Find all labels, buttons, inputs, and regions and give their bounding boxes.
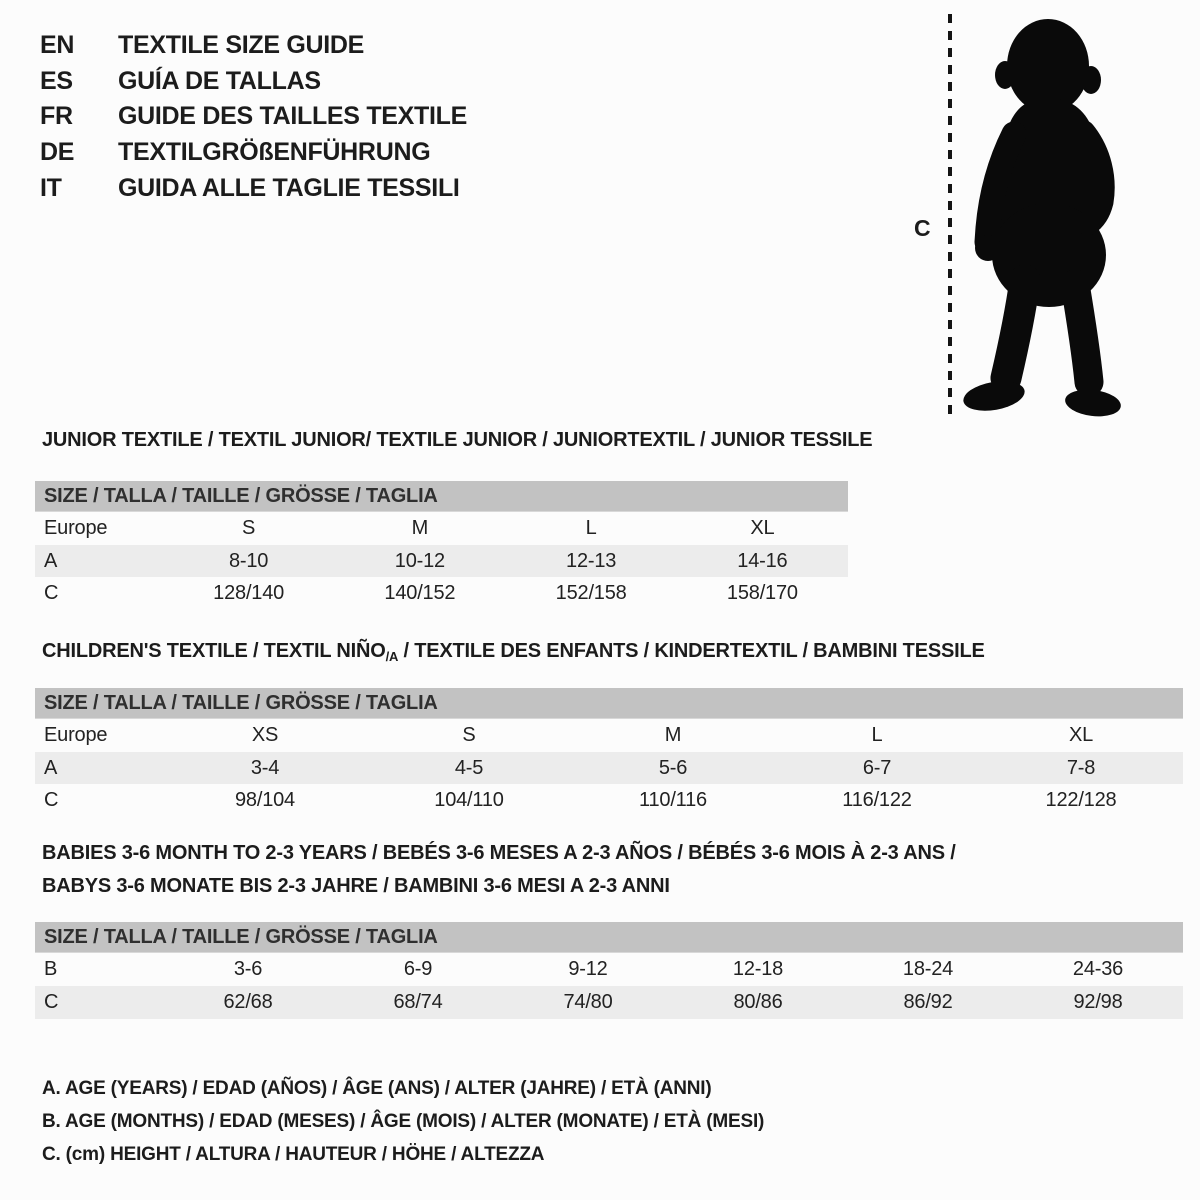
size-cell: XL: [750, 517, 775, 539]
value-cell: 6-9: [403, 958, 433, 980]
value-cell: 5-6: [658, 756, 688, 779]
size-cell: M: [664, 724, 682, 746]
value-cell: 10-12: [394, 549, 445, 572]
table-row-europe: [35, 512, 848, 545]
size-table-junior: [35, 481, 848, 610]
value-cell: 68/74: [393, 991, 443, 1013]
guide-title-fr: GUIDE DES TAILLES TEXTILE: [118, 102, 468, 131]
value-cell: 24-36: [1072, 958, 1124, 980]
table-row-europe: [35, 719, 1183, 752]
value-cell: 8-10: [229, 549, 269, 572]
row-label-europe: Europe: [44, 724, 108, 746]
section-title-children: [42, 640, 985, 664]
children-title-sub: /A: [385, 649, 399, 664]
row-label-b: B: [44, 958, 58, 980]
language-code: FR: [40, 102, 73, 131]
value-cell: 86/92: [903, 991, 953, 1013]
guide-title-es: GUÍA DE TALLAS: [118, 66, 321, 95]
guide-title-it: GUIDA ALLE TAGLIE TESSILI: [118, 173, 460, 202]
size-cell: XS: [251, 724, 279, 746]
height-label-c: C: [914, 215, 931, 241]
value-cell: 3-6: [233, 958, 263, 980]
size-table-babies: [35, 922, 1183, 1019]
row-label-a: A: [44, 756, 58, 779]
table-row-height: [35, 577, 848, 610]
value-cell: 110/116: [639, 789, 707, 811]
children-title-before: CHILDREN'S TEXTILE / TEXTIL NIÑO: [42, 640, 386, 662]
value-cell: 140/152: [384, 582, 456, 604]
row-label-c: C: [44, 582, 59, 604]
size-cell: XL: [1068, 724, 1094, 746]
value-cell: 92/98: [1073, 991, 1123, 1013]
value-cell: 7-8: [1066, 756, 1096, 779]
guide-title-en: TEXTILE SIZE GUIDE: [118, 31, 365, 60]
babies-title-line1: BABIES 3-6 MONTH TO 2-3 YEARS / BEBÉS 3-6 MESES A 2-3 AÑOS / BÉBÉS 3-6 MOIS À 2-3 ANS /: [42, 842, 956, 864]
legend-line-b: B. AGE (MONTHS) / EDAD (MESES) / ÂGE (MOIS) / ALTER (MONATE) / ETÀ (MESI): [42, 1111, 765, 1132]
size-header-junior: SIZE / TALLA / TAILLE / GRÖSSE / TAGLIA: [35, 481, 848, 512]
language-row-de: [40, 135, 467, 171]
row-label-a: A: [44, 549, 58, 572]
language-code: IT: [40, 173, 62, 202]
height-measure-line: [948, 14, 952, 416]
language-code: DE: [40, 138, 75, 167]
size-cell: L: [585, 517, 597, 539]
children-title-after: / TEXTILE DES ENFANTS / KINDERTEXTIL / BAMBINI TESSILE: [398, 640, 985, 662]
section-title-babies: [42, 837, 956, 903]
table-row-age-years: [35, 752, 1183, 784]
value-cell: 122/128: [1045, 789, 1117, 811]
size-cell: L: [871, 724, 883, 746]
size-cell: M: [411, 517, 429, 539]
value-cell: 98/104: [235, 789, 295, 811]
value-cell: 116/122: [842, 789, 912, 811]
value-cell: 62/68: [223, 991, 273, 1013]
section-title-junior: JUNIOR TEXTILE / TEXTIL JUNIOR/ TEXTILE JUNIOR / JUNIORTEXTIL / JUNIOR TESSILE: [42, 429, 873, 451]
value-cell: 4-5: [454, 756, 484, 779]
language-row-fr: [40, 99, 467, 135]
baby-silhouette-figure: [958, 12, 1144, 424]
size-header-babies: SIZE / TALLA / TAILLE / GRÖSSE / TAGLIA: [35, 922, 1183, 953]
language-code: ES: [40, 66, 73, 95]
value-cell: 12-18: [732, 958, 784, 980]
row-label-europe: Europe: [44, 517, 108, 539]
value-cell: 104/110: [434, 789, 504, 811]
value-cell: 6-7: [862, 756, 892, 779]
babies-title-line2: BABYS 3-6 MONATE BIS 2-3 JAHRE / BAMBINI 3-6 MESI A 2-3 ANNI: [42, 875, 670, 897]
size-cell: S: [242, 517, 256, 539]
size-cell: S: [462, 724, 476, 746]
value-cell: 12-13: [566, 549, 617, 572]
row-label-c: C: [44, 789, 59, 811]
value-cell: 80/86: [733, 991, 783, 1013]
value-cell: 3-4: [250, 756, 280, 779]
value-cell: 152/158: [555, 582, 627, 604]
table-row-height: [35, 784, 1183, 817]
language-title-block: [40, 28, 467, 206]
language-row-en: [40, 28, 467, 64]
table-row-height: [35, 986, 1183, 1019]
value-cell: 74/80: [563, 991, 613, 1013]
legend-block: [42, 1072, 764, 1171]
table-row-age-years: [35, 545, 848, 577]
guide-title-de: TEXTILGRÖßENFÜHRUNG: [118, 138, 431, 167]
value-cell: 158/170: [726, 582, 798, 604]
language-row-it: [40, 170, 467, 206]
table-row-age-months: [35, 953, 1183, 986]
value-cell: 128/140: [213, 582, 285, 604]
row-label-c: C: [44, 991, 59, 1013]
value-cell: 14-16: [737, 549, 788, 572]
legend-line-c: C. (cm) HEIGHT / ALTURA / HAUTEUR / HÖHE / ALTEZZA: [42, 1144, 545, 1165]
value-cell: 9-12: [568, 958, 608, 980]
size-table-children: [35, 688, 1183, 817]
value-cell: 18-24: [902, 958, 954, 980]
size-header-children: SIZE / TALLA / TAILLE / GRÖSSE / TAGLIA: [35, 688, 1183, 719]
language-row-es: [40, 64, 467, 100]
legend-line-a: A. AGE (YEARS) / EDAD (AÑOS) / ÂGE (ANS) / ALTER (JAHRE) / ETÀ (ANNI): [42, 1078, 712, 1099]
language-code: EN: [40, 31, 75, 60]
